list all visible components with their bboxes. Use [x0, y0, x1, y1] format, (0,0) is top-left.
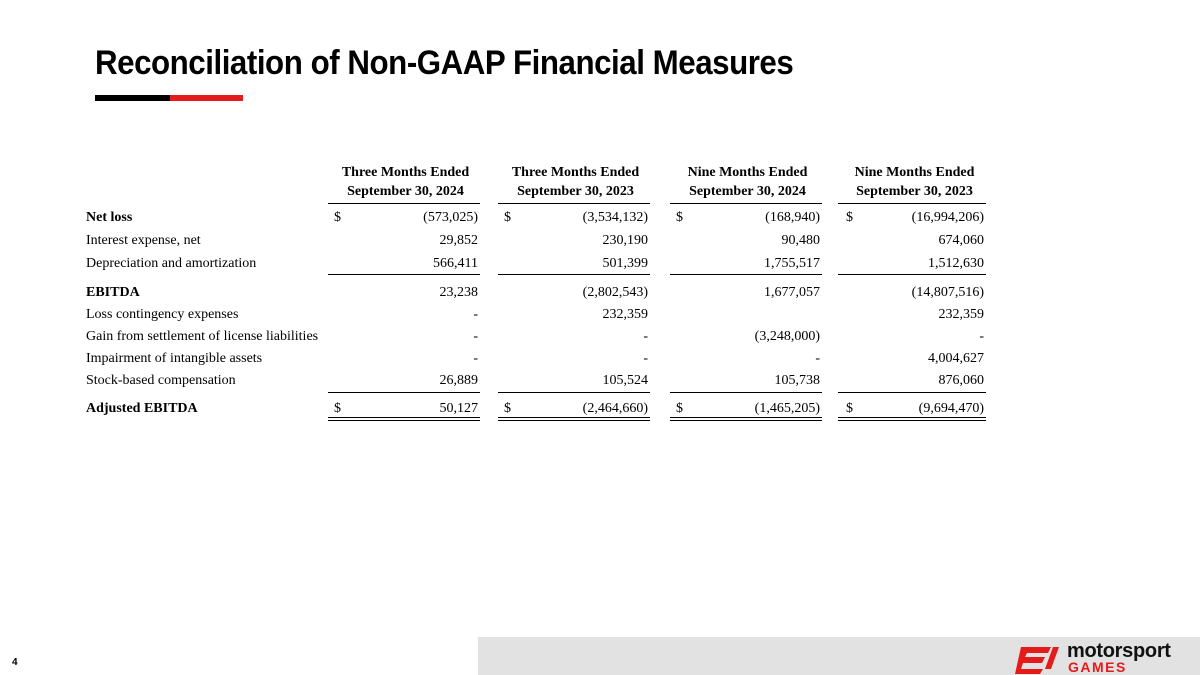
subtotal-rule — [838, 274, 986, 275]
logo-word-motorsport: motorsport — [1067, 640, 1171, 662]
total-rule — [328, 392, 480, 393]
double-underline — [670, 417, 822, 421]
table-cell: (573,025) — [423, 210, 478, 225]
currency-symbol: $ — [846, 210, 853, 225]
table-cell: 1,755,517 — [764, 256, 820, 271]
table-cell: - — [473, 307, 478, 322]
row-label: Depreciation and amortization — [86, 256, 257, 271]
table-cell: 105,738 — [774, 373, 820, 388]
table-cell: - — [643, 329, 648, 344]
table-row — [86, 327, 986, 347]
table-cell: 674,060 — [938, 233, 984, 248]
total-rule — [838, 392, 986, 393]
table-cell: - — [643, 351, 648, 366]
table-cell: 4,004,627 — [928, 351, 984, 366]
table-cell: 105,524 — [602, 373, 648, 388]
total-rule — [498, 392, 650, 393]
table-cell: 876,060 — [938, 373, 984, 388]
table-row — [86, 254, 986, 274]
header-rule — [670, 203, 822, 204]
table-cell: (16,994,206) — [911, 210, 984, 225]
table-cell: 90,480 — [781, 233, 820, 248]
table-cell: (1,465,205) — [754, 401, 820, 416]
row-label: Adjusted EBITDA — [86, 401, 198, 416]
table-cell: (3,534,132) — [582, 210, 648, 225]
header-rule — [838, 203, 986, 204]
row-label: Loss contingency expenses — [86, 307, 239, 322]
currency-symbol: $ — [334, 210, 341, 225]
title-underline-black — [95, 95, 170, 101]
subtotal-rule — [328, 274, 480, 275]
table-cell: 230,190 — [602, 233, 648, 248]
currency-symbol: $ — [676, 210, 683, 225]
header-rule — [498, 203, 650, 204]
table-cell: 23,238 — [439, 285, 478, 300]
column-header-9m-2023: Nine Months Ended September 30, 2023 — [854, 165, 975, 199]
row-label: Stock-based compensation — [86, 373, 236, 388]
page-title: Reconciliation of Non-GAAP Financial Measures — [95, 44, 794, 82]
row-label: EBITDA — [86, 285, 140, 300]
double-underline — [328, 417, 480, 421]
table-cell: 501,399 — [602, 256, 648, 271]
header-rule — [328, 203, 480, 204]
table-row — [86, 399, 986, 419]
table-cell: 232,359 — [602, 307, 648, 322]
currency-symbol: $ — [504, 210, 511, 225]
row-label: Net loss — [86, 210, 133, 225]
table-cell: 1,677,057 — [764, 285, 820, 300]
table-row — [86, 283, 986, 303]
row-label: Impairment of intangible assets — [86, 351, 263, 366]
column-header-q3-2023: Three Months Ended September 30, 2023 — [511, 165, 640, 199]
table-cell: - — [473, 351, 478, 366]
table-cell: 26,889 — [439, 373, 478, 388]
page-number: 4 — [12, 657, 18, 668]
table-cell: - — [815, 351, 820, 366]
logo-word-games: GAMES — [1068, 659, 1127, 675]
total-rule — [670, 392, 822, 393]
subtotal-rule — [670, 274, 822, 275]
table-cell: - — [473, 329, 478, 344]
column-header-q3-2024: Three Months Ended September 30, 2024 — [341, 165, 470, 199]
table-cell: - — [979, 329, 984, 344]
table-cell: 50,127 — [439, 401, 478, 416]
table-cell: 29,852 — [439, 233, 478, 248]
row-label: Interest expense, net — [86, 233, 201, 248]
column-header-9m-2024: Nine Months Ended September 30, 2024 — [687, 165, 808, 199]
subtotal-rule — [498, 274, 650, 275]
currency-symbol: $ — [504, 401, 511, 416]
table-cell: (2,802,543) — [582, 285, 648, 300]
table-row — [86, 231, 986, 251]
currency-symbol: $ — [846, 401, 853, 416]
currency-symbol: $ — [676, 401, 683, 416]
double-underline — [838, 417, 986, 421]
table-cell: 232,359 — [938, 307, 984, 322]
table-row — [86, 349, 986, 369]
table-cell: (9,694,470) — [918, 401, 984, 416]
table-cell: (2,464,660) — [582, 401, 648, 416]
motorsport-logo-icon — [1015, 641, 1063, 675]
table-row — [86, 305, 986, 325]
table-cell: 566,411 — [433, 256, 478, 271]
double-underline — [498, 417, 650, 421]
motorsport-games-logo — [1015, 641, 1195, 675]
table-cell: (14,807,516) — [911, 285, 984, 300]
row-label: Gain from settlement of license liabilities — [86, 329, 319, 344]
table-row — [86, 208, 986, 228]
title-underline-red — [170, 95, 243, 101]
table-cell: 1,512,630 — [928, 256, 984, 271]
currency-symbol: $ — [334, 401, 341, 416]
table-row — [86, 371, 986, 391]
table-cell: (3,248,000) — [754, 329, 820, 344]
table-cell: (168,940) — [765, 210, 820, 225]
